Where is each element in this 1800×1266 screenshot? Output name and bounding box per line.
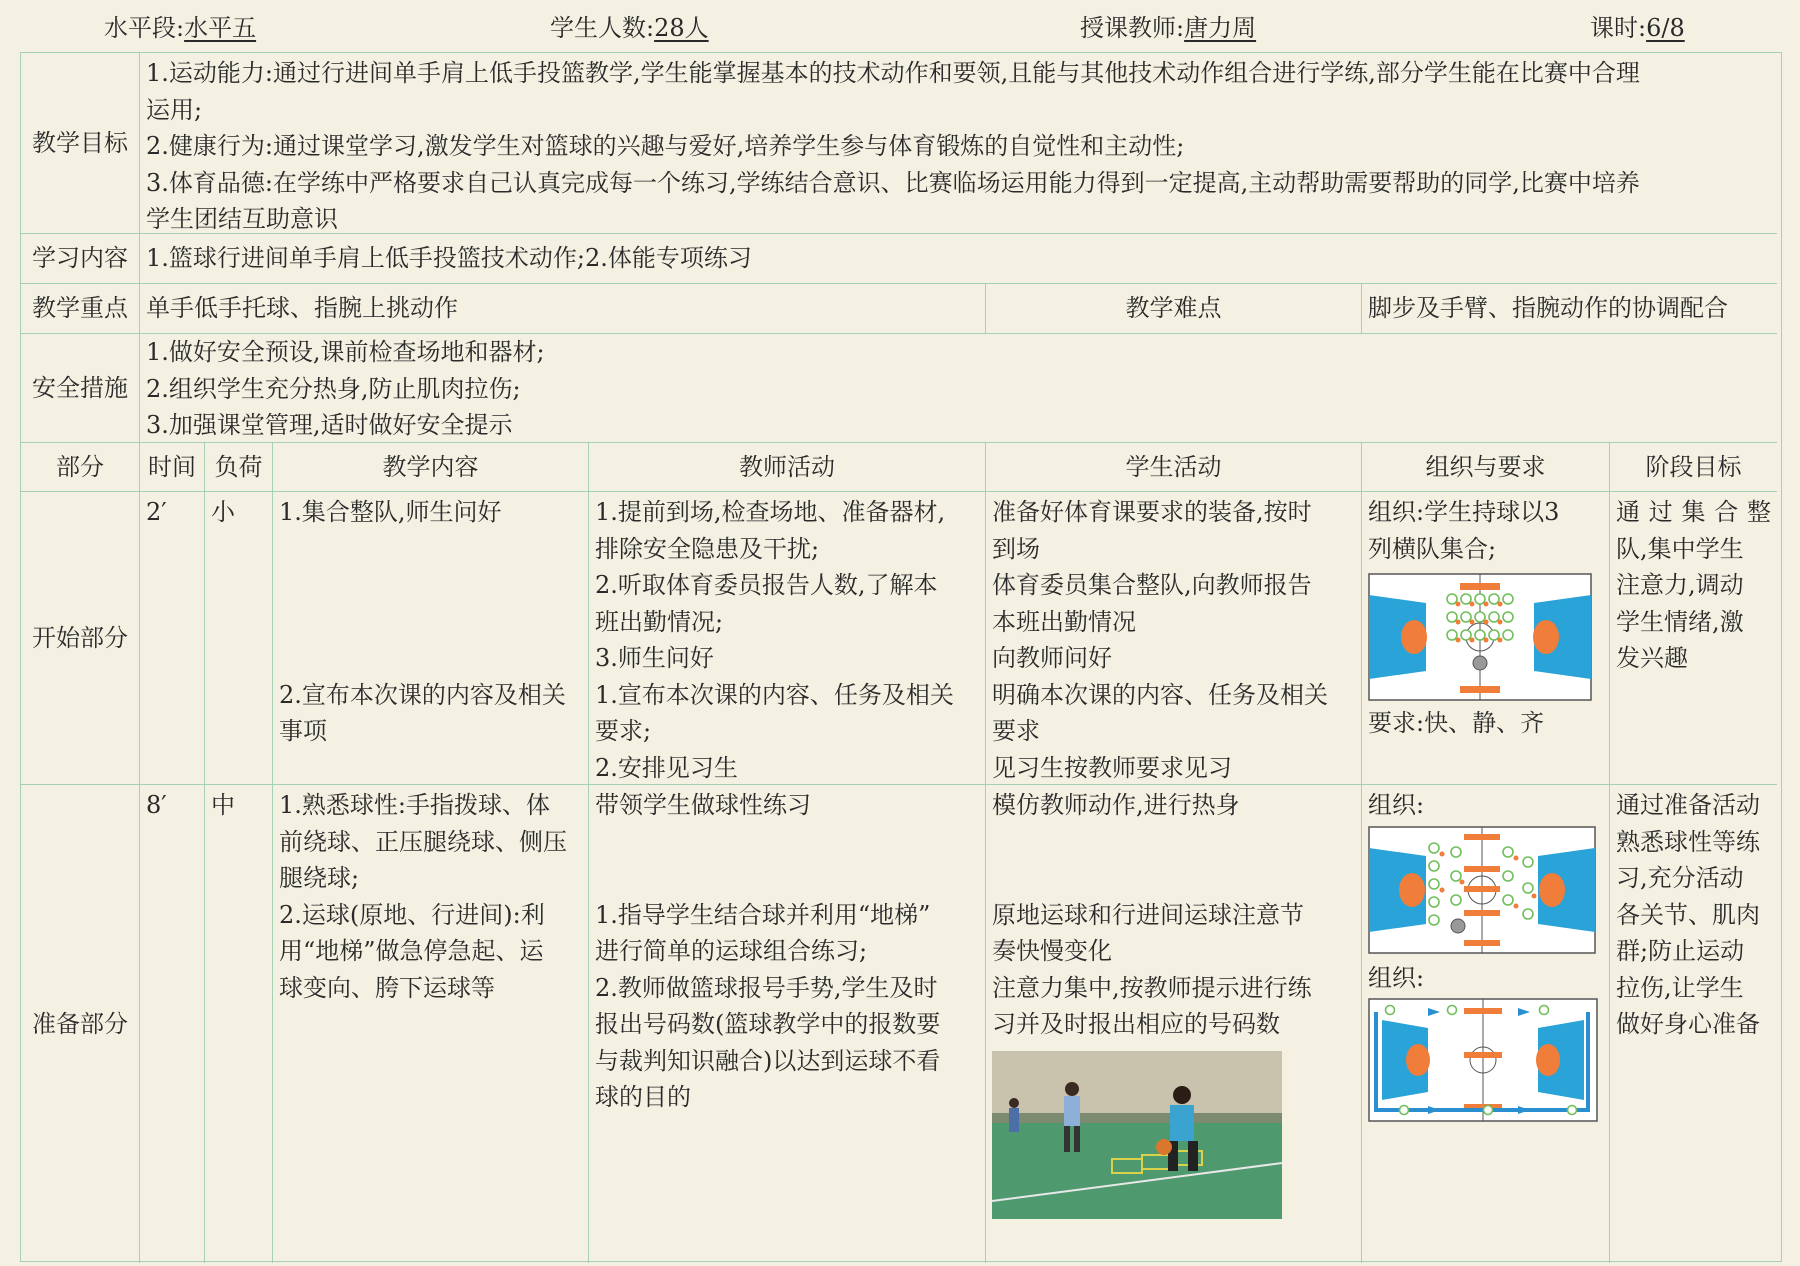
objectives-line: 学生团结互助意识 [146, 205, 338, 233]
prep-teacher-line: 报出号码数(篮球教学中的报数要 [595, 1010, 941, 1038]
prep-goal-line: 各关节、肌肉 [1616, 900, 1760, 929]
prep-org-label: 组织: [1368, 791, 1425, 819]
start-load: 小 [205, 492, 273, 785]
start-content-line: 2.宣布本次课的内容及相关 [279, 680, 566, 709]
start-student-line: 到场 [992, 534, 1040, 563]
focus-text: 单手低手托球、指腕上挑动作 [140, 284, 986, 334]
level-value: 水平五 [184, 14, 257, 42]
start-student-line: 见习生按教师要求见习 [992, 753, 1232, 782]
prep-student-line: 注意力集中,按教师提示进行练 [992, 973, 1312, 1002]
objectives-text [140, 53, 1777, 234]
prep-organization [1362, 785, 1610, 1263]
start-part-label: 开始部分 [21, 492, 140, 785]
safety-line: 1.做好安全预设,课前检查场地和器材; [146, 338, 545, 366]
prep-content-line: 2.运球(原地、行进间):利 [279, 900, 545, 929]
start-teacher-line: 2.听取体育委员报告人数,了解本 [595, 571, 938, 599]
start-student-line: 体育委员集合整队,向教师报告 [992, 571, 1312, 599]
prep-content-line: 前绕球、正压腿绕球、侧压 [279, 827, 567, 856]
start-student-line: 明确本次课的内容、任务及相关 [992, 680, 1328, 709]
start-content [273, 492, 589, 785]
start-student-activity [986, 492, 1362, 785]
col-header-part: 部分 [21, 443, 140, 492]
safety-label: 安全措施 [21, 334, 140, 443]
start-goal-line: 队,集中学生 [1616, 534, 1744, 563]
prep-teacher-line: 1.指导学生结合球并利用“地梯” [595, 900, 931, 929]
prep-student-activity [986, 785, 1362, 1263]
teacher-value: 唐力周 [1184, 14, 1257, 42]
header-students [550, 10, 709, 46]
lesson-value: 6/8 [1646, 14, 1685, 42]
start-teacher-line: 1.宣布本次课的内容、任务及相关 [595, 680, 954, 709]
start-student-line: 本班出勤情况 [992, 607, 1136, 636]
start-content-line: 事项 [279, 717, 327, 745]
prep-part-label: 准备部分 [21, 785, 140, 1263]
prep-load: 中 [205, 785, 273, 1263]
difficulty-text: 脚步及手臂、指腕动作的协调配合 [1362, 284, 1777, 334]
objectives-line: 运用; [146, 95, 203, 124]
safety-line: 3.加强课堂管理,适时做好安全提示 [146, 411, 513, 439]
start-org-line: 组织:学生持球以3 [1368, 498, 1560, 526]
start-goal-line: 发兴趣 [1616, 644, 1688, 672]
start-teacher-line: 3.师生问好 [595, 644, 714, 672]
header-level [104, 10, 256, 46]
prep-goal-line: 群;防止运动 [1616, 937, 1745, 965]
start-organization [1362, 492, 1610, 785]
prep-teacher-line: 与裁判知识融合)以达到运球不看 [595, 1046, 941, 1075]
prep-teacher-line: 球的目的 [595, 1083, 691, 1111]
court-warmup-diagram [1368, 826, 1596, 954]
start-stage-goal [1610, 492, 1777, 785]
prep-content-line: 球变向、胯下运球等 [279, 973, 495, 1002]
header-teacher [1080, 10, 1256, 46]
objectives-line: 1.运动能力:通过行进间单手肩上低手投篮教学,学生能掌握基本的技术动作和要领,且能与其他技术动作组合进行学练,部分学生能在比赛中合理 [146, 59, 1640, 87]
col-header-student: 学生活动 [986, 443, 1362, 492]
prep-student-line: 原地运球和行进间运球注意节 [992, 900, 1304, 929]
prep-goal-line: 习,充分活动 [1616, 864, 1744, 892]
prep-teacher-line: 进行简单的运球组合练习; [595, 937, 868, 965]
difficulty-label: 教学难点 [986, 284, 1362, 334]
students-value: 28人 [654, 14, 709, 42]
prep-stage-goal [1610, 785, 1777, 1263]
prep-student-line: 习并及时报出相应的号码数 [992, 1010, 1280, 1038]
start-time: 2′ [140, 492, 205, 785]
safety-text [140, 334, 1777, 443]
start-goal-line: 学生情绪,激 [1616, 607, 1744, 636]
col-header-organization: 组织与要求 [1362, 443, 1610, 492]
lesson-plan-table [20, 52, 1782, 1262]
students-label: 学生人数: [550, 14, 655, 42]
level-label: 水平段: [104, 14, 185, 42]
col-header-goal: 阶段目标 [1610, 443, 1777, 492]
prep-time: 8′ [140, 785, 205, 1263]
start-goal-line: 通过集合整 [1616, 498, 1771, 526]
court-formation-diagram [1368, 573, 1592, 701]
start-teacher-line: 要求; [595, 717, 652, 745]
safety-line: 2.组织学生充分热身,防止肌肉拉伤; [146, 374, 521, 403]
start-org-requirement: 要求:快、静、齐 [1368, 709, 1545, 737]
lesson-label: 课时: [1590, 14, 1647, 42]
court-dribble-route-diagram [1368, 998, 1598, 1122]
start-student-line: 准备好体育课要求的装备,按时 [992, 498, 1312, 526]
focus-label: 教学重点 [21, 284, 140, 334]
content-label: 学习内容 [21, 234, 140, 284]
prep-teacher-activity [589, 785, 986, 1263]
col-header-time: 时间 [140, 443, 205, 492]
objectives-line: 2.健康行为:通过课堂学习,激发学生对篮球的兴趣与爱好,培养学生参与体育锻炼的自觉性和主动性; [146, 132, 1185, 160]
prep-content-line: 用“地梯”做急停急起、运 [279, 937, 544, 965]
prep-org-label: 组织: [1368, 963, 1425, 992]
prep-teacher-line: 2.教师做篮球报号手势,学生及时 [595, 973, 938, 1002]
prep-content-line: 腿绕球; [279, 864, 360, 892]
dribbling-practice-photo [992, 1051, 1282, 1219]
start-teacher-line: 1.提前到场,检查场地、准备器材, [595, 498, 946, 526]
prep-goal-line: 拉伤,让学生 [1616, 973, 1744, 1002]
prep-teacher-line: 带领学生做球性练习 [595, 791, 811, 819]
start-student-line: 向教师问好 [992, 644, 1112, 672]
start-org-line: 列横队集合; [1368, 534, 1497, 563]
prep-student-line: 模仿教师动作,进行热身 [992, 791, 1240, 819]
prep-content-line: 1.熟悉球性:手指拨球、体 [279, 791, 550, 819]
prep-goal-line: 通过准备活动 [1616, 791, 1760, 819]
start-teacher-activity [589, 492, 986, 785]
prep-goal-line: 熟悉球性等练 [1616, 827, 1760, 856]
content-text: 1.篮球行进间单手肩上低手投篮技术动作;2.体能专项练习 [140, 234, 1777, 284]
prep-content [273, 785, 589, 1263]
prep-goal-line: 做好身心准备 [1616, 1010, 1760, 1038]
start-teacher-line: 班出勤情况; [595, 607, 724, 636]
col-header-content: 教学内容 [273, 443, 589, 492]
col-header-load: 负荷 [205, 443, 273, 492]
start-student-line: 要求 [992, 717, 1040, 745]
start-content-line: 1.集合整队,师生问好 [279, 498, 502, 526]
objectives-line: 3.体育品德:在学练中严格要求自己认真完成每一个练习,学练结合意识、比赛临场运用能力得到一定提高,主动帮助需要帮助的同学,比赛中培养 [146, 168, 1640, 197]
start-goal-line: 注意力,调动 [1616, 571, 1744, 599]
prep-student-line: 奏快慢变化 [992, 937, 1112, 965]
start-teacher-line: 排除安全隐患及干扰; [595, 534, 820, 563]
objectives-label: 教学目标 [21, 53, 140, 234]
header-lesson [1590, 10, 1685, 46]
col-header-teacher: 教师活动 [589, 443, 986, 492]
teacher-label: 授课教师: [1080, 14, 1185, 42]
start-teacher-line: 2.安排见习生 [595, 753, 738, 782]
